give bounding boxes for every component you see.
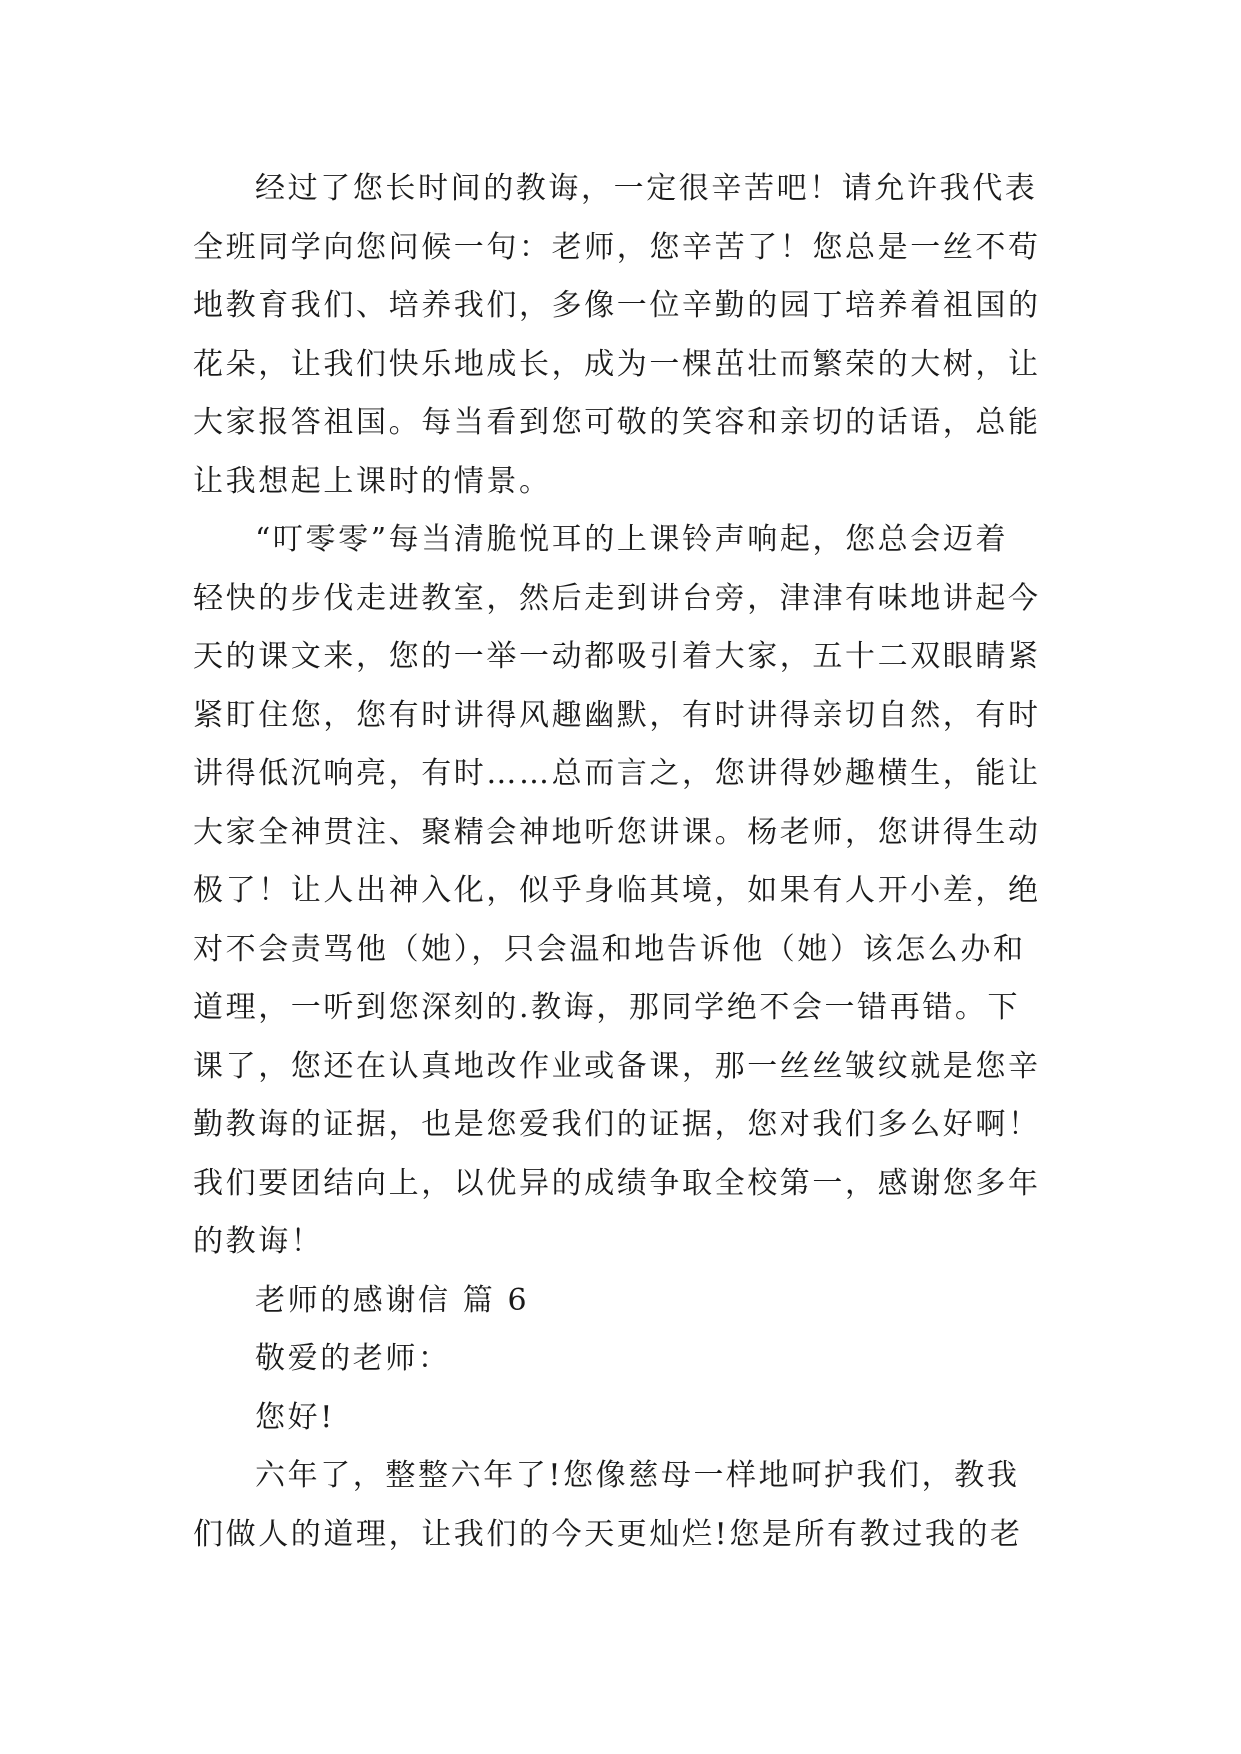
text-line: 花朵，让我们快乐地成长，成为一棵茁壮而繁荣的大树，让: [193, 346, 1041, 382]
text-line: 的教诲！: [193, 1224, 324, 1259]
paragraph-first-line: 您好!: [255, 1399, 335, 1435]
text-line: 极了！让人出神入化，似乎身临其境，如果有人开小差，绝: [193, 873, 1041, 908]
document-body: [193, 160, 1053, 1564]
text-line: 天的课文来，您的一举一动都吸引着大家，五十二双眼睛紧: [193, 639, 1041, 674]
text-line: 大家报答祖国。每当看到您可敬的笑容和亲切的话语，总能: [193, 405, 1041, 440]
paragraph-first-line: 敬爱的老师：: [255, 1341, 451, 1376]
paragraph-first-line: 六年了，整整六年了!您像慈母一样地呵护我们，教我: [255, 1458, 1020, 1493]
text-line: 让我想起上课时的情景。: [193, 463, 552, 499]
paragraph-first-line: 经过了您长时间的教诲，一定很辛苦吧！请允许我代表: [255, 171, 1038, 206]
text-line: 轻快的步伐走进教室，然后走到讲台旁，津津有味地讲起今: [193, 580, 1041, 616]
paragraph-first-line: 老师的感谢信 篇 6: [255, 1282, 530, 1318]
text-line: 大家全神贯注、聚精会神地听您讲课。杨老师，您讲得生动: [193, 814, 1041, 850]
text-line: 道理，一听到您深刻的.教诲，那同学绝不会一错再错。下: [193, 990, 1021, 1025]
text-line: 我们要团结向上，以优异的成绩争取全校第一，感谢您多年: [193, 1165, 1041, 1201]
text-line: 紧盯住您，您有时讲得风趣幽默，有时讲得亲切自然，有时: [193, 697, 1041, 733]
text-line: 全班同学向您问候一句：老师，您辛苦了！您总是一丝不苟: [193, 229, 1041, 265]
text-line: 课了，您还在认真地改作业或备课，那一丝丝皱纹就是您辛: [193, 1048, 1041, 1084]
text-line: 勤教诲的证据，也是您爱我们的证据，您对我们多么好啊！: [193, 1107, 1041, 1142]
paragraph-first-line: “叮零零”每当清脆悦耳的上课铃声响起，您总会迈着: [255, 522, 1009, 557]
text-line: 们做人的道理，让我们的今天更灿烂!您是所有教过我的老: [193, 1516, 1023, 1552]
text-line: 地教育我们、培养我们，多像一位辛勤的园丁培养着祖国的: [193, 288, 1041, 323]
text-line: 对不会责骂他（她），只会温和地告诉他（她）该怎么办和: [193, 931, 1026, 967]
text-line: 讲得低沉响亮，有时……总而言之，您讲得妙趣横生，能让: [193, 756, 1041, 791]
